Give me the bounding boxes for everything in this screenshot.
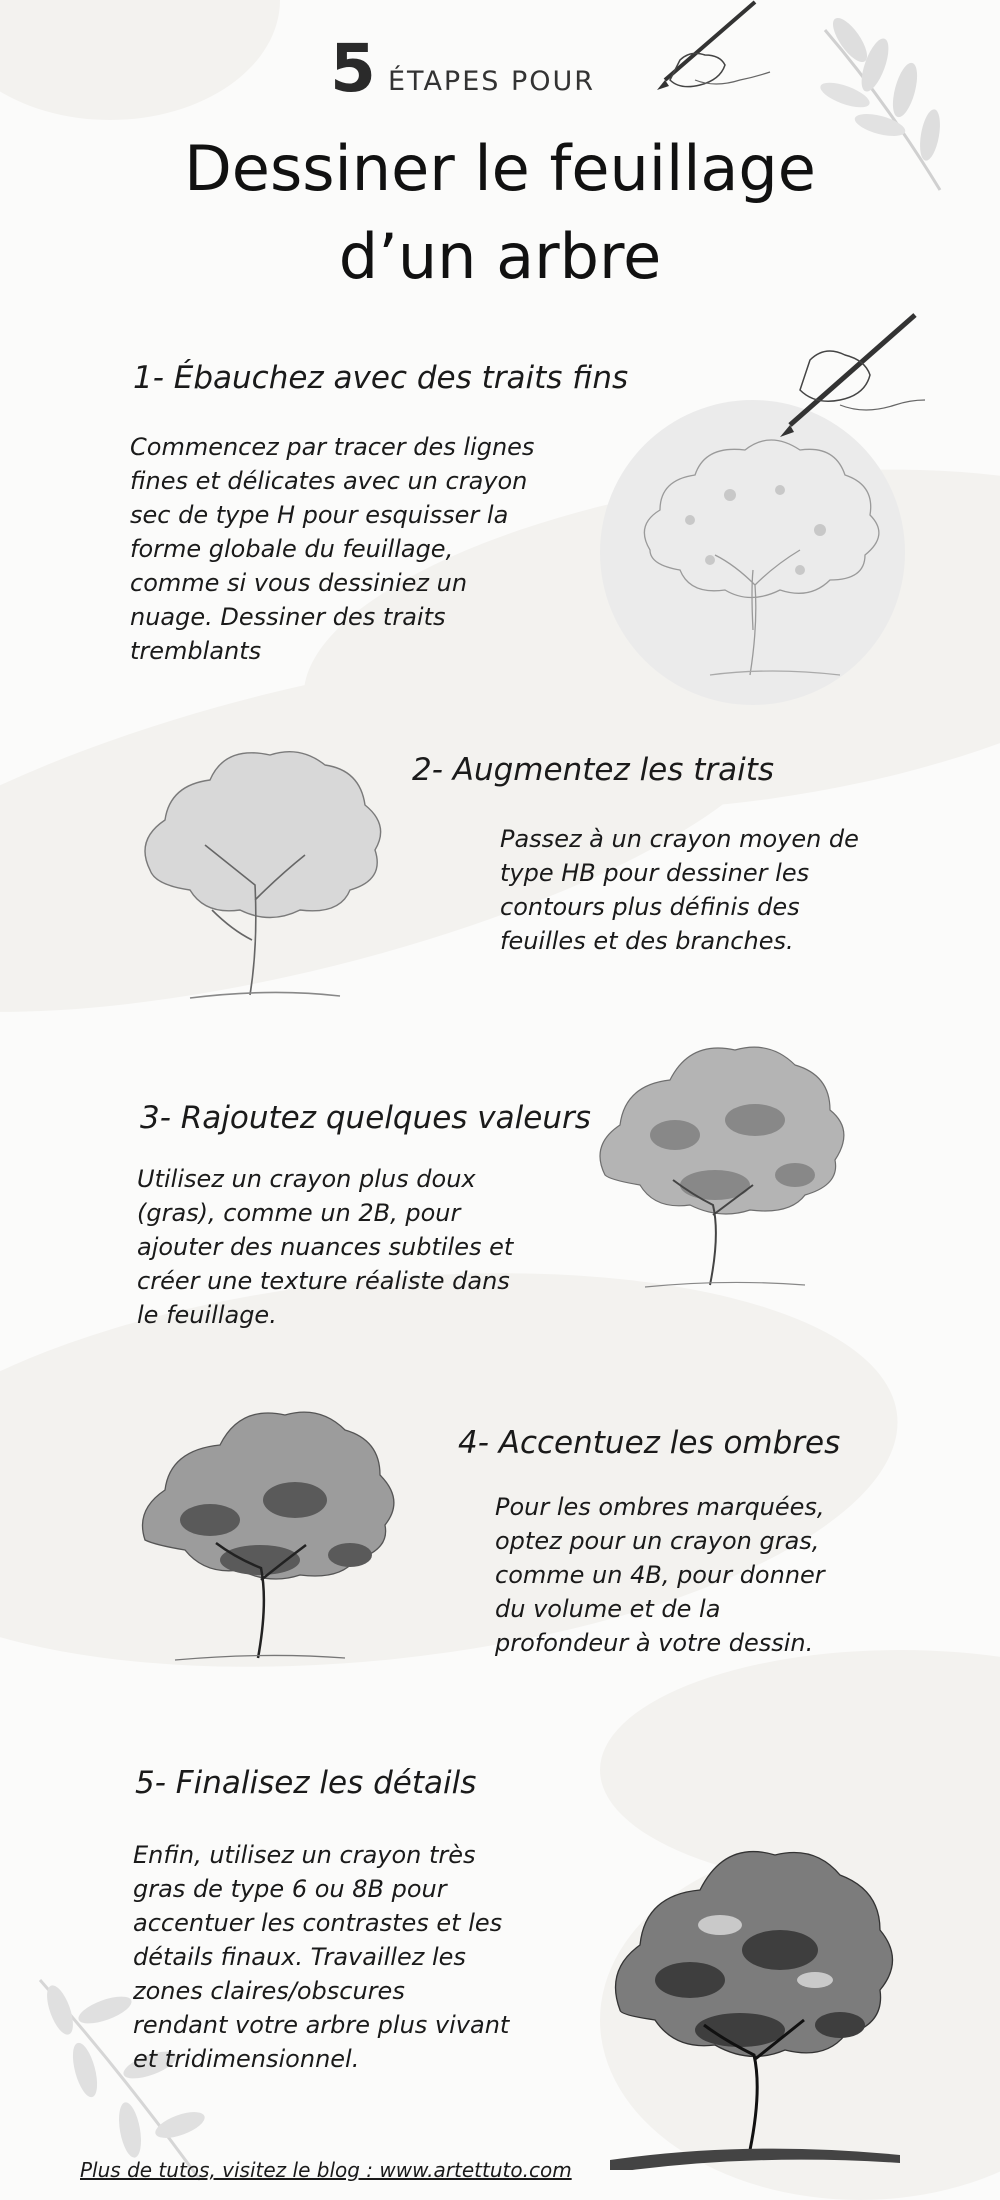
text-line: comme un 4B, pour donner	[495, 1561, 825, 1589]
text-line: feuilles et des branches.	[500, 927, 794, 955]
tree-dark-shadow-sketch-icon	[130, 1390, 420, 1670]
text-line: ajouter des nuances subtiles et	[137, 1233, 514, 1261]
text-line: gras de type 6 ou 8B pour	[133, 1875, 447, 1903]
tree-light-sketch-icon	[610, 400, 910, 690]
text-line: et tridimensionnel.	[133, 2045, 360, 2073]
step-4-title: 4- Accentuez les ombres	[458, 1425, 841, 1461]
step-3-title: 3- Rajoutez quelques valeurs	[140, 1100, 591, 1136]
text-line: créer une texture réaliste dans	[137, 1267, 510, 1295]
text-line: accentuer les contrastes et les	[133, 1909, 503, 1937]
step-5-text	[133, 1838, 509, 2076]
pencil-hand-icon	[770, 310, 930, 440]
text-line: détails finaux. Travaillez les	[133, 1943, 466, 1971]
text-line: Commencez par tracer des lignes	[130, 433, 535, 461]
header-label: ÉTAPES POUR	[388, 66, 596, 97]
text-line: Pour les ombres marquées,	[495, 1493, 825, 1521]
pencil-hand-icon	[640, 0, 780, 105]
text-line: fines et délicates avec un crayon	[130, 467, 528, 495]
page-title-line1: Dessiner le feuillage	[184, 132, 816, 205]
page-title-line2: d’un arbre	[338, 220, 662, 293]
header-number: 5	[330, 30, 376, 107]
text-line: type HB pour dessiner les	[500, 859, 810, 887]
step-5-title: 5- Finalisez les détails	[135, 1765, 477, 1801]
step-1-title: 1- Ébauchez avec des traits fins	[133, 360, 629, 396]
text-line: tremblants	[130, 637, 262, 665]
text-line: Enfin, utilisez un crayon très	[133, 1841, 476, 1869]
text-line: contours plus définis des	[500, 893, 800, 921]
text-line: optez pour un crayon gras,	[495, 1527, 820, 1555]
text-line: rendant votre arbre plus vivant	[133, 2011, 510, 2039]
text-line: comme si vous dessiniez un	[130, 569, 468, 597]
text-line: zones claires/obscures	[133, 1977, 405, 2005]
text-line: du volume et de la	[495, 1595, 721, 1623]
text-line: le feuillage.	[137, 1301, 277, 1329]
text-line: Utilisez un crayon plus doux	[137, 1165, 476, 1193]
step-3-text	[137, 1162, 513, 1332]
tree-shaded-sketch-icon	[585, 1025, 865, 1295]
step-4-text	[495, 1490, 825, 1660]
step-2-text	[500, 822, 859, 958]
step-2-title: 2- Augmentez les traits	[412, 752, 775, 788]
step-1-text	[130, 430, 534, 668]
text-line: forme globale du feuillage,	[130, 535, 454, 563]
tree-outlined-sketch-icon	[130, 730, 410, 1000]
text-line: Passez à un crayon moyen de	[500, 825, 859, 853]
page-title	[0, 125, 1000, 301]
tree-finished-sketch-icon	[600, 1830, 910, 2170]
text-line: profondeur à votre dessin.	[495, 1629, 814, 1657]
text-line: sec de type H pour esquisser la	[130, 501, 509, 529]
text-line: nuage. Dessiner des traits	[130, 603, 446, 631]
text-line: (gras), comme un 2B, pour	[137, 1199, 461, 1227]
footer-blog-link[interactable]: Plus de tutos, visitez le blog : www.artettuto.com	[80, 2158, 572, 2182]
header	[0, 30, 1000, 110]
